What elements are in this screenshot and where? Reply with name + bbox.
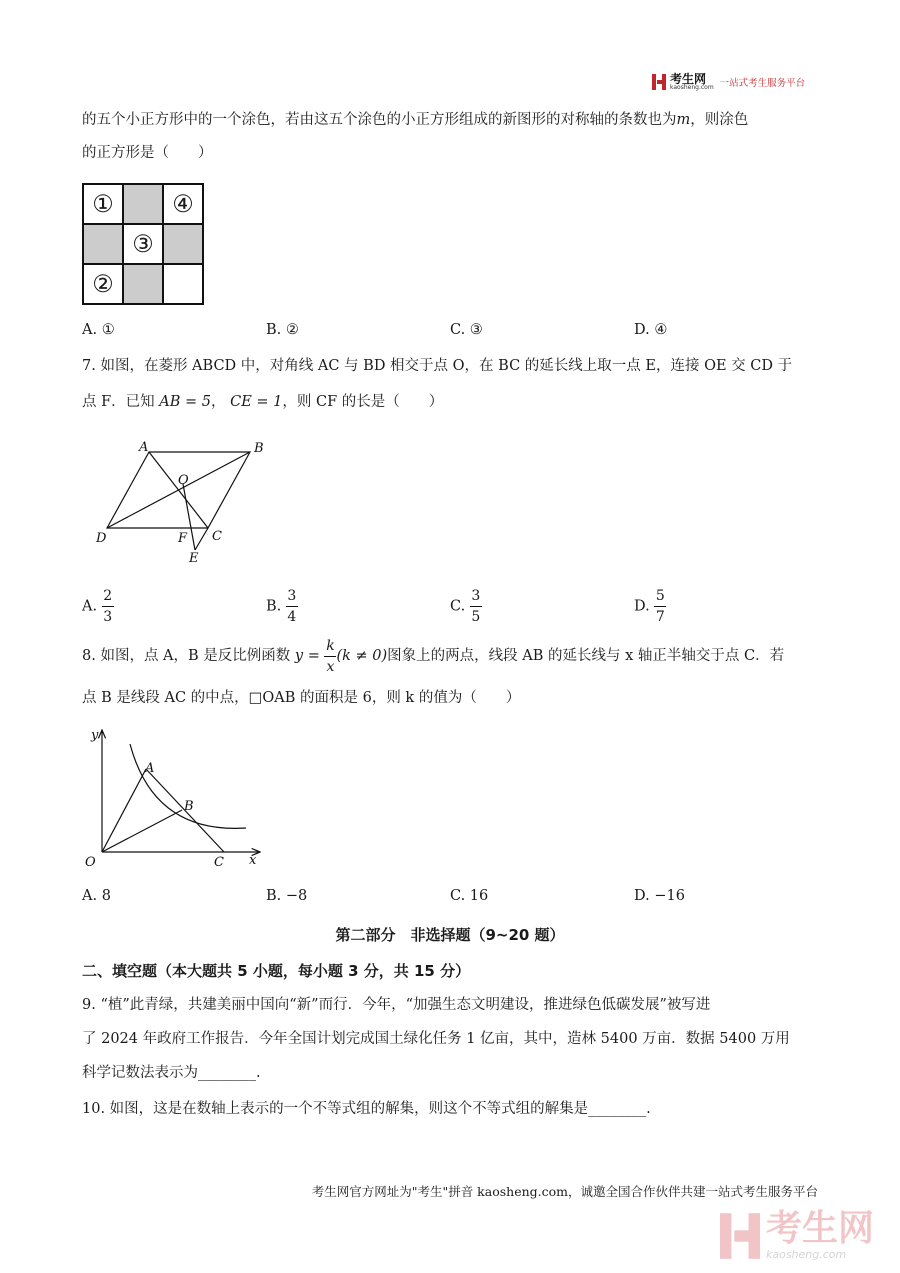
q8-function-figure [82, 724, 272, 874]
grid-cell-shaded [163, 224, 203, 264]
grid-cell-shaded [123, 184, 163, 224]
q9-line3: 科学记数法表示为________. [82, 1065, 261, 1081]
grid-cell-shaded [83, 224, 123, 264]
q8-option-b: B. −8 [266, 888, 308, 904]
fig-label-d: D [96, 531, 107, 546]
grid-cell: ② [83, 264, 123, 304]
q7-rhombus-figure [92, 436, 282, 568]
q7-option-b: B. $\frac{3}{4}$ [266, 588, 297, 625]
q6-option-c: C. ③ [450, 322, 483, 338]
fig-label-a: A [145, 761, 155, 776]
grid-cell: ④ [163, 184, 203, 224]
fig-label-x: x [249, 853, 257, 868]
q8-line2: 点 B 是线段 AC 的中点，□OAB 的面积是 6，则 k 的值为（ ） [82, 690, 521, 706]
fig-label-a: A [139, 440, 149, 455]
fig-label-f: F [178, 531, 188, 546]
grid-cell: ① [83, 184, 123, 224]
q7-option-a: A. $\frac{2}{3}$ [82, 588, 113, 625]
q6-line2: 的正方形是（ ） [82, 145, 213, 161]
q7-option-d: D. $\frac{5}{7}$ [634, 588, 665, 625]
logo-icon [652, 74, 666, 90]
part2-title: 第二部分 非选择题（9~20 题） [335, 926, 565, 944]
fig-label-c: C [212, 529, 222, 544]
q6-option-b: B. ② [266, 322, 299, 338]
q8-line1: 8. 如图，点 A，B 是反比例函数 y = $\frac{k}{x}$ (k ≠ 0)图象上的两点，线段 AB 的延长线与 x 轴正半轴交于点 C．若 [82, 637, 785, 675]
fig-label-b: B [254, 441, 264, 456]
q9-line1: 9. “植”此青绿，共建美丽中国向“新”而行．今年，“加强生态文明建设，推进绿色低碳发展”被写进 [82, 997, 711, 1013]
watermark-url: kaosheng.com [765, 1248, 847, 1261]
fig-label-o: O [178, 473, 189, 488]
q8-option-c: C. 16 [450, 888, 489, 904]
logo-url: kaosheng.com [670, 83, 714, 91]
fig-label-o: O [85, 855, 96, 870]
q8-option-d: D. −16 [634, 888, 685, 904]
q6-option-d: D. ④ [634, 322, 668, 338]
q7-option-c: C. $\frac{3}{5}$ [450, 588, 481, 625]
q6-line1: 的五个小正方形中的一个涂色，若由这五个涂色的小正方形组成的新图形的对称轴的条数也为m，则涂色 [82, 112, 749, 128]
q10-line1: 10. 如图，这是在数轴上表示的一个不等式组的解集，则这个不等式组的解集是________. [82, 1101, 651, 1117]
watermark-logo-icon [720, 1213, 760, 1259]
fig-label-e: E [189, 551, 199, 566]
fig-label-b: B [184, 799, 194, 814]
logo-name: 考生网 [670, 71, 707, 86]
fig-label-c: C [214, 855, 224, 870]
page-footer: 考生网官方网址为"考生"拼音 kaosheng.com，诚邀全国合作伙伴共建一站式考生服务平台 [311, 1184, 818, 1199]
q7-line2: 点 F．已知 AB = 5， CE = 1，则 CF 的长是（ ） [82, 394, 444, 410]
grid-cell: ③ [123, 224, 163, 264]
q7-line1: 7. 如图，在菱形 ABCD 中，对角线 AC 与 BD 相交于点 O，在 BC 的延长线上取一点 E，连接 OE 交 CD 于 [82, 358, 793, 374]
fig-label-y: y [91, 728, 99, 743]
q6-grid [82, 183, 204, 305]
q9-line2: 了 2024 年政府工作报告．今年全国计划完成国土绿化任务 1 亿亩，其中，造林 5400 万亩．数据 5400 万用 [82, 1031, 790, 1047]
grid-cell [163, 264, 203, 304]
q8-option-a: A. 8 [82, 888, 111, 904]
section2-title: 二、填空题（本大题共 5 小题，每小题 3 分，共 15 分） [82, 962, 471, 980]
watermark [720, 1210, 874, 1261]
q6-option-a: A. ① [82, 322, 115, 338]
logo-slogan: 一站式考生服务平台 [719, 78, 806, 89]
grid-cell-shaded [123, 264, 163, 304]
header-logo [652, 72, 805, 92]
watermark-name: 考生网 [765, 1208, 874, 1249]
